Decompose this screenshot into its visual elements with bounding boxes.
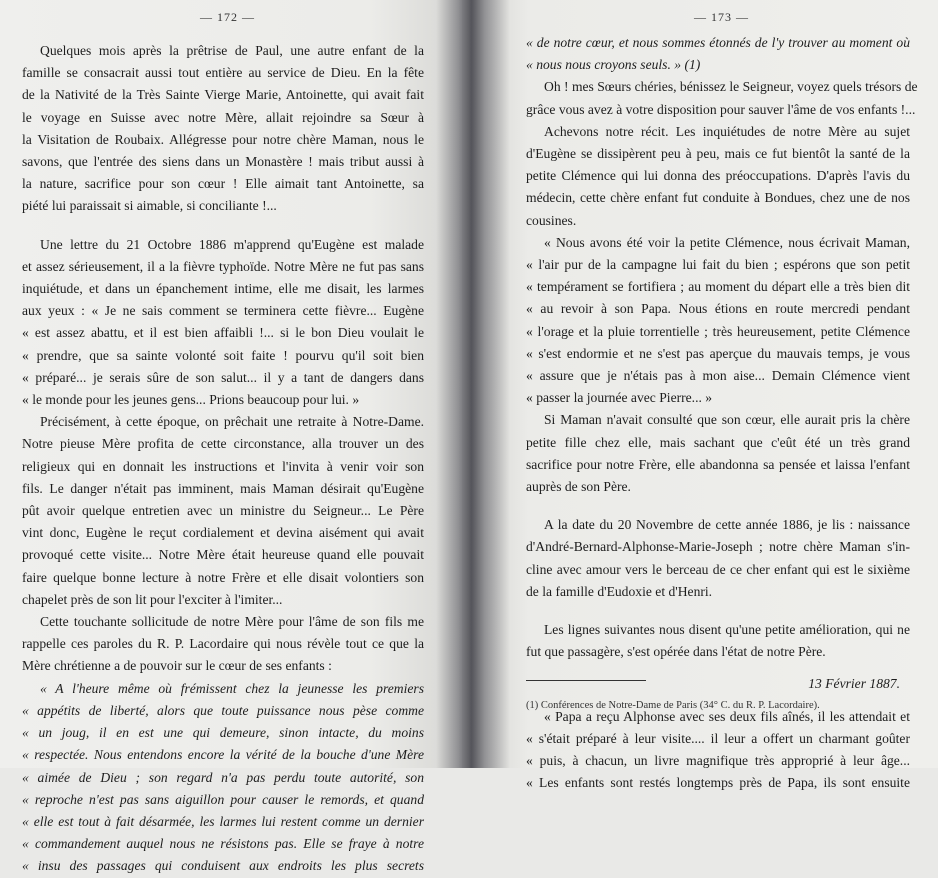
paragraph-gap xyxy=(22,218,424,234)
text-line: « s'était préparé à leur visite.... il leur a offert un charmant goûter xyxy=(526,730,910,746)
text-line: A la date du 20 Novembre de cette année 1886, je lis : naissance xyxy=(544,517,910,533)
text-line: d'Eugène se dissipèrent peu à peu, mais ce fut bientôt la santé de la xyxy=(526,146,910,162)
text-line: « l'orage et la pluie torrentielle ; très heureusement, petite Clémence xyxy=(526,323,910,339)
text-line: sacrifice pour notre Frère, elle abandonna sa pensée et laissa l'enfant xyxy=(526,456,910,472)
text-line: de la Nativité de la Très Sainte Vierge Marie, Antoinette, qui avait fait xyxy=(22,87,424,103)
footnote-divider xyxy=(526,680,646,681)
text-line: fut que passagère, s'est opérée dans l'état de notre Père. xyxy=(526,644,826,660)
text-line: Cette touchante sollicitude de notre Mère pour l'âme de son fils me xyxy=(40,614,424,630)
text-line: auprès de son Père. xyxy=(526,479,631,495)
text-line: chapelet près de son lit pour l'exciter à l'imiter... xyxy=(22,591,283,607)
text-line: Notre pieuse Mère profita de cette circonstance, alla trouver un des xyxy=(22,436,424,452)
letter-date: 13 Février 1887. xyxy=(808,676,900,692)
text-line: cousines. xyxy=(526,212,577,228)
quote-line: « respectée. Nous entendons encore la vérité de la bouche d'une Mère xyxy=(22,747,424,763)
text-line: Achevons notre récit. Les inquiétudes de notre Mère au sujet xyxy=(544,123,910,139)
text-line: inquiétude, et dans un épanchement intime, elle me disait, les larmes xyxy=(22,281,424,297)
text-line: Si Maman n'avait consulté que son cœur, elle aurait pris la chère xyxy=(544,412,910,428)
text-line: « assure que je n'étais pas à mon aise... Demain Clémence vient xyxy=(526,368,910,384)
left-page-text xyxy=(22,40,424,878)
quote-line: « reproche n'est pas sans aiguillon pour causer le remords, et quand xyxy=(22,791,424,807)
text-line: piété lui paraissait si aimable, si conciliante !... xyxy=(22,198,277,214)
text-line: le voyage en Suisse avec notre Mère, allait rejoindre sa Sœur à xyxy=(22,109,424,125)
quote-line: « de notre cœur, et nous sommes étonnés de l'y trouver au moment où xyxy=(526,35,910,50)
paragraph-gap xyxy=(526,663,910,673)
text-line: « passer la journée avec Pierre... » xyxy=(526,390,713,406)
right-page-number: — 173 — xyxy=(694,10,749,24)
quote-line: « elle est tout à fait désarmée, les larmes lui restent comme un dernier xyxy=(22,813,424,829)
text-line: « Les enfants sont restés longtemps près de Papa, ils sont ensuite xyxy=(526,775,910,791)
text-line: de la famille d'Eudoxie et d'Henri. xyxy=(526,583,713,599)
quote-line: « appétits de liberté, alors que toute puissance nous pèse comme xyxy=(22,702,424,718)
paragraph-gap xyxy=(526,603,910,619)
text-line: « Nous avons été voir la petite Clémence, nous écrivait Maman, xyxy=(544,234,910,250)
text-line: et assez sérieusement, il a la fièvre typhoïde. Notre Mère ne fut pas sans xyxy=(22,258,424,274)
text-line: « le monde pour les jeunes gens... Prions beaucoup pour lui. » xyxy=(22,392,360,408)
paragraph-gap xyxy=(526,498,910,514)
text-line: faire quelque bonne lecture à notre Frère et elle disait volontiers son xyxy=(22,569,424,585)
left-page xyxy=(0,0,462,874)
text-line: Une lettre du 21 Octobre 1886 m'apprend qu'Eugène est malade xyxy=(40,236,424,252)
quote-line: « nous nous croyons seuls. » (1) xyxy=(526,57,701,73)
text-line: Précisément, à cette époque, on prêchait une retraite à Notre-Dame. xyxy=(40,414,424,430)
text-line: cline avec amour vers le berceau de ce cher enfant qui est le sixième xyxy=(526,561,910,577)
text-line: fils. Le danger n'était pas imminent, mais Maman désirait qu'Eugène xyxy=(22,480,424,496)
text-line: Quelques mois après la prêtrise de Paul, une autre enfant de la xyxy=(40,43,424,58)
text-line: rappelle ces paroles du R. P. Lacordaire qui nous révèle tout ce que la xyxy=(22,636,424,652)
text-line: la nature, sacrifice pour son cœur ! Elle aimait tant Antoinette, sa xyxy=(22,176,424,192)
text-line: pût avoir quelque entretien avec un ministre du Seigneur... Le Père xyxy=(22,503,424,519)
quote-line: « aimée de Dieu ; son regard n'a pas perdu toute autorité, son xyxy=(22,769,424,785)
footnote: (1) Conférences de Notre-Dame de Paris (34° C. du R. P. Lacordaire). xyxy=(526,700,820,711)
text-line: provoqué cette visite... Notre Mère était heureuse quand elle pouvait xyxy=(22,547,424,563)
text-line: d'André-Bernard-Alphonse-Marie-Joseph ; notre chère Maman s'in- xyxy=(526,539,910,555)
text-line: savons, que l'entrée des siens dans un Monastère ! mais tribut aussi à xyxy=(22,154,424,170)
text-line: « l'air pur de la campagne lui fait du bien ; espérons que son petit xyxy=(526,257,910,273)
text-line: grâce vous avez à votre disposition pour sauver l'âme de vos enfants !... xyxy=(526,101,916,117)
text-line: petite Clémence qui lui donna des préoccupations. D'après l'avis du xyxy=(526,168,910,184)
text-line: médecin, cette chère enfant fut conduite à Bondues, chez une de nos xyxy=(526,190,910,206)
text-line: aux yeux : « Je ne sais comment se terminera cette fièvre... Eugène xyxy=(22,303,424,319)
text-line: « prendre, que sa sainte volonté soit faite ! pourvu qu'il soit bien xyxy=(22,347,424,363)
text-line: « préparé... je serais sûre de son salut... il y a tant de dangers dans xyxy=(22,369,424,385)
text-line: religieux qui en donnait les instructions et l'invita à venir voir son xyxy=(22,458,424,474)
quote-line: « A l'heure même où frémissent chez la jeunesse les premiers xyxy=(40,680,424,696)
text-line: la Visitation de Roubaix. Allégresse pour notre chère Maman, nous le xyxy=(22,131,424,147)
text-line: « puis, à chacun, un livre magnifique très approprié à leur âge... xyxy=(526,753,910,769)
quote-line: « commandement auquel nous ne résistons pas. Elle se fraye à notre xyxy=(22,836,424,852)
text-line: « tempérament se fortifiera ; au moment du départ elle a très bien dit xyxy=(526,279,910,295)
text-line: « s'est endormie et ne s'est pas aperçue du mauvais temps, je vous xyxy=(526,345,910,361)
quote-line: « un joug, il en est une qui demeure, sinon intacte, du moins xyxy=(22,725,424,741)
text-line: Oh ! mes Sœurs chéries, bénissez le Seigneur, voyez quels trésors de xyxy=(544,79,918,95)
text-line: famille se consacrait aussi tout entière au service de Dieu. En la fête xyxy=(22,65,424,81)
right-page xyxy=(462,0,938,791)
text-line: petite fille chez elle, mais sachant que c'eût été un très grand xyxy=(526,434,910,450)
text-line: « au revoir à son Papa. Nous étions en route mercredi pendant xyxy=(526,301,910,317)
text-line: Les lignes suivantes nous disent qu'une petite amélioration, qui ne xyxy=(544,622,910,638)
left-page-number: — 172 — xyxy=(200,10,255,24)
text-line: « est assez abattu, et il est bien affaibli !... si le bon Dieu voulait le xyxy=(22,325,424,341)
text-line: Mère chrétienne a de pouvoir sur le cœur de ses enfants : xyxy=(22,658,332,674)
text-line: vint donc, Eugène le reçut cordialement et devina aisément qui avait xyxy=(22,525,424,541)
text-line: « Papa a reçu Alphonse avec ses deux fils aînés, il les attendait et xyxy=(544,708,910,724)
quote-line: « insu des passages qui conduisent aux endroits les plus secrets xyxy=(22,858,424,874)
